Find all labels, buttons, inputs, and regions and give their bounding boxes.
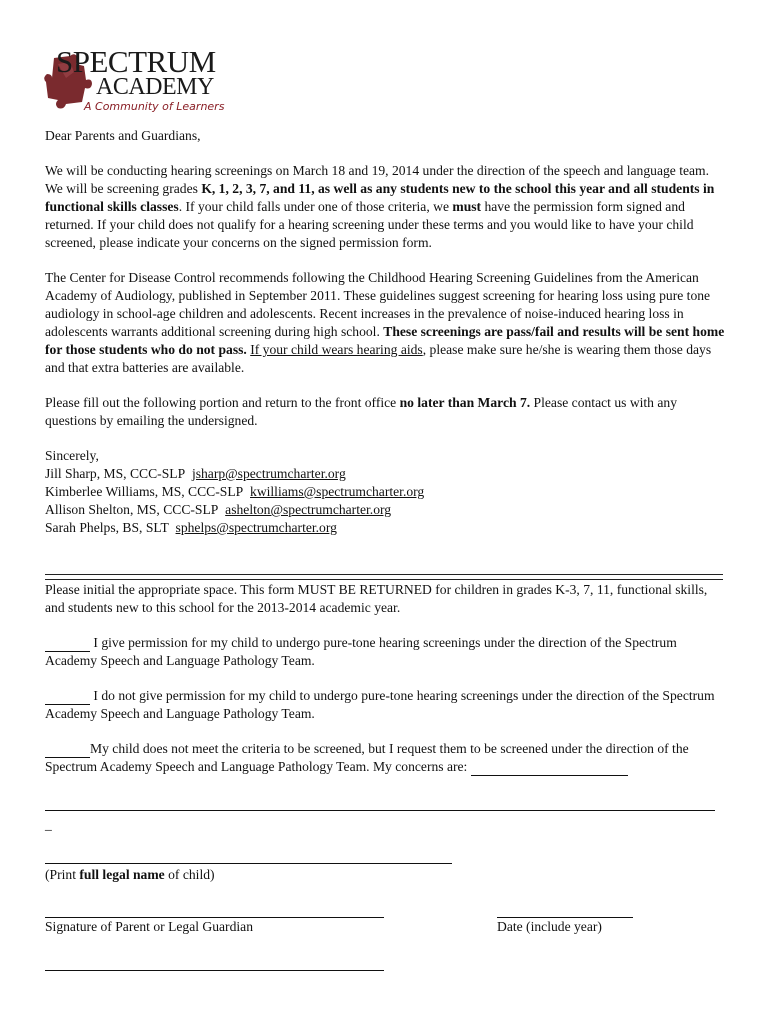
initial-blank[interactable] xyxy=(45,637,90,652)
child-name-label: (Print full legal name of child) xyxy=(45,867,215,882)
initial-blank[interactable] xyxy=(45,690,90,705)
logo-text-spectrum: SPECTRUM xyxy=(56,44,216,79)
initial-blank[interactable] xyxy=(45,743,90,758)
email-link[interactable]: kwilliams@spectrumcharter.org xyxy=(250,484,425,499)
concerns-line[interactable] xyxy=(45,810,715,811)
option-give-permission: I give permission for my child to undergo pure-tone hearing screenings under the direction of the Spectrum Academy Speech and Language Pathology Team. xyxy=(45,635,677,668)
form-instructions: Please initial the appropriate space. This form MUST BE RETURNED for children in grades K-3, 7, 11, functional skills, and students new to this school for the 2013-2014 academic year. xyxy=(45,582,708,615)
signer-line: Allison Shelton, MS, CCC-SLP ashelton@spectrumcharter.org xyxy=(45,502,392,517)
signer-line: Kimberlee Williams, MS, CCC-SLP kwilliams@spectrumcharter.org xyxy=(45,484,425,499)
date-label: Date (include year) xyxy=(497,919,602,934)
closing: Sincerely, xyxy=(45,448,99,463)
permission-form xyxy=(45,581,725,776)
section-divider xyxy=(45,574,723,580)
option-request-screening: My child does not meet the criteria to be screened, but I request them to be screened under the direction of the Spectrum Academy Speech and Language Pathology Team. My concerns are: xyxy=(45,741,689,774)
parent-signature-field[interactable] xyxy=(45,917,384,918)
child-name-field[interactable] xyxy=(45,863,452,864)
signer-line: Jill Sharp, MS, CCC-SLP jsharp@spectrumcharter.org xyxy=(45,466,346,481)
email-link[interactable]: ashelton@spectrumcharter.org xyxy=(225,502,392,517)
logo-text-academy: ACADEMY xyxy=(96,74,214,100)
email-link[interactable]: jsharp@spectrumcharter.org xyxy=(191,466,346,481)
paragraph-return-instructions: Please fill out the following portion and return to the front office no later than March 7. Please contact us with any questions by emailing the undersigned. xyxy=(45,395,678,428)
signer-line: Sarah Phelps, BS, SLT sphelps@spectrumcharter.org xyxy=(45,520,337,535)
extra-signature-line[interactable] xyxy=(45,970,384,971)
signature-label: Signature of Parent or Legal Guardian xyxy=(45,919,253,934)
logo-tagline: A Community of Learners xyxy=(84,100,225,113)
letter-body xyxy=(45,127,725,537)
underscore-mark: _ xyxy=(45,817,52,832)
paragraph-guidelines: The Center for Disease Control recommends following the Childhood Hearing Screening Guidelines from the American Academy of Audiology, published in September 2011. These guidelines suggest screening for hearing loss using pure tone audiology in school-age children and adolescents. Recent increases in the prevalence of noise-induced hearing loss in adolescents warrants additional screening during high school. These screenings are pass/fail and results will be sent home for those students who do not pass. If your child wears hearing aids, please make sure he/she is wearing them those days and that extra batteries are available. xyxy=(45,270,725,375)
salutation: Dear Parents and Guardians, xyxy=(45,128,201,143)
option-deny-permission: I do not give permission for my child to undergo pure-tone hearing screenings under the direction of the Spectrum Academy Speech and Language Pathology Team. xyxy=(45,688,715,721)
email-link[interactable]: sphelps@spectrumcharter.org xyxy=(175,520,337,535)
school-logo xyxy=(44,44,225,116)
paragraph-screening-dates: We will be conducting hearing screenings on March 18 and 19, 2014 under the direction of the speech and language team. We will be screening grades K, 1, 2, 3, 7, and 11, as well as any students new to the school this year and all students in functional skills classes. If your child falls under one of those criteria, we must have the permission form signed and returned. If your child does not qualify for a hearing screening under these terms and you would like to have your child screened, please indicate your concerns on the signed permission form. xyxy=(45,163,715,250)
date-field[interactable] xyxy=(497,917,633,918)
concerns-field[interactable] xyxy=(471,761,628,776)
